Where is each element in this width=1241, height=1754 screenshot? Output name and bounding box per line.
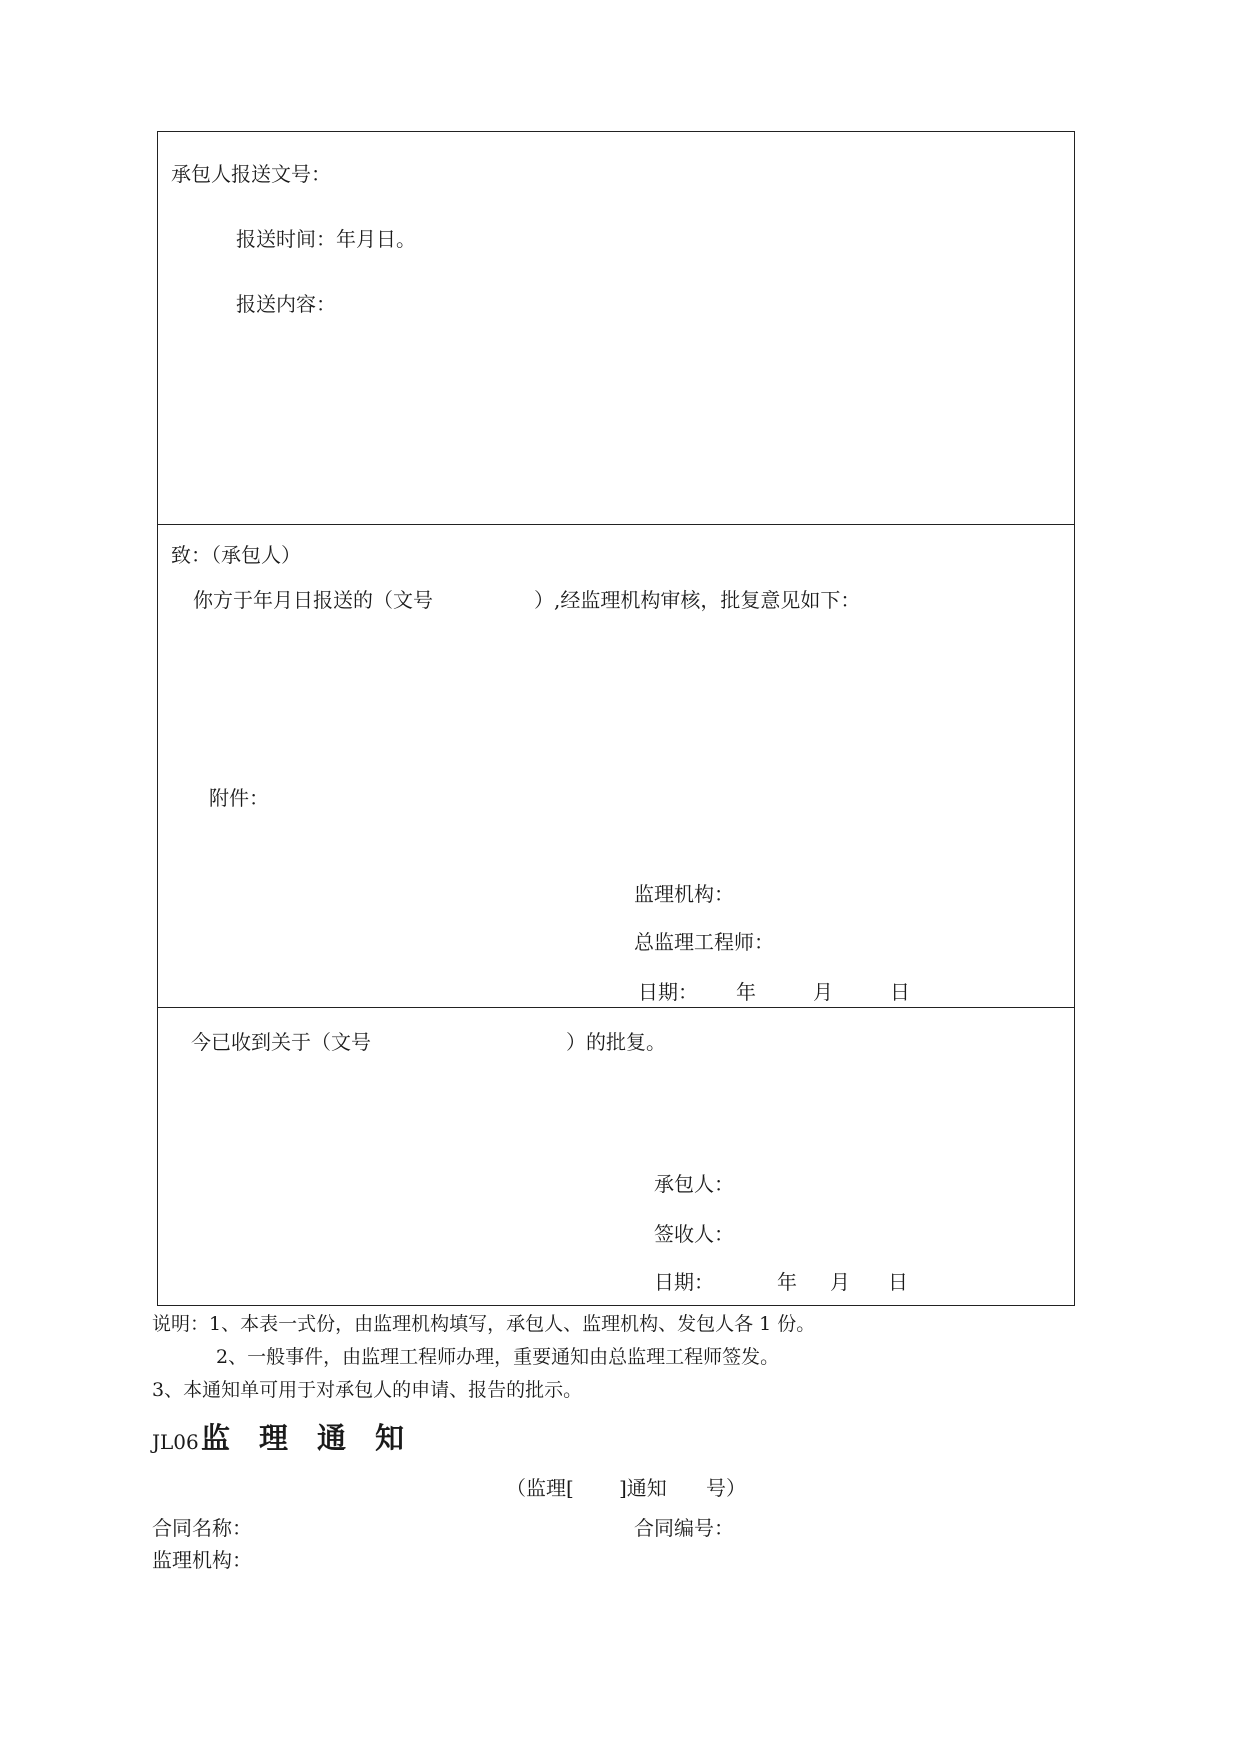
receipt-date-year: 年 — [777, 1270, 797, 1294]
reply-text-post: ）,经监理机构审核，批复意见如下： — [534, 588, 861, 612]
receiver-label: 签收人： — [654, 1222, 734, 1246]
submit-doc-no-label: 承包人报送文号： — [171, 162, 331, 186]
received-text-post: ）的批复。 — [566, 1030, 666, 1054]
receipt-date-month: 月 — [830, 1270, 850, 1294]
note-line-2: 2、一般事件，由监理工程师办理，重要通知由总监理工程师签发。 — [216, 1346, 780, 1368]
receipt-date-day: 日 — [888, 1270, 908, 1294]
contract-name-label: 合同名称： — [152, 1516, 252, 1540]
date-day: 日 — [890, 980, 910, 1004]
chief-engineer-label: 总监理工程师： — [634, 930, 774, 954]
form-title: 监 理 通 知 — [201, 1421, 405, 1455]
next-agency-label: 监理机构： — [152, 1548, 252, 1572]
notice-number-mid: ]通知 — [619, 1476, 667, 1500]
receipt-date-label: 日期： — [654, 1270, 714, 1294]
date-year: 年 — [736, 980, 756, 1004]
contractor-label: 承包人： — [654, 1172, 734, 1196]
submit-content-label: 报送内容： — [236, 292, 336, 316]
reply-text-pre: 你方于年月日报送的（文号 — [193, 588, 433, 612]
table-divider-2 — [157, 1007, 1075, 1008]
table-divider-1 — [157, 524, 1075, 525]
date-month: 月 — [813, 980, 833, 1004]
notice-number-post: 号） — [706, 1476, 746, 1500]
submit-time-label: 报送时间：年月日。 — [236, 227, 416, 251]
contract-no-label: 合同编号： — [634, 1516, 734, 1540]
received-text-pre: 今已收到关于（文号 — [191, 1030, 371, 1054]
form-code: JL06 — [152, 1430, 199, 1454]
notice-number-pre: （监理[ — [506, 1476, 574, 1500]
attachment-label: 附件： — [209, 786, 269, 810]
note-line-3: 3、本通知单可用于对承包人的申请、报告的批示。 — [152, 1379, 583, 1401]
note-line-1: 说明：1、本表一式份，由监理机构填写，承包人、监理机构、发包人各 1 份。 — [152, 1313, 816, 1335]
agency-label: 监理机构： — [634, 882, 734, 906]
to-contractor-label: 致：（承包人） — [171, 543, 301, 567]
date-label: 日期： — [638, 980, 698, 1004]
